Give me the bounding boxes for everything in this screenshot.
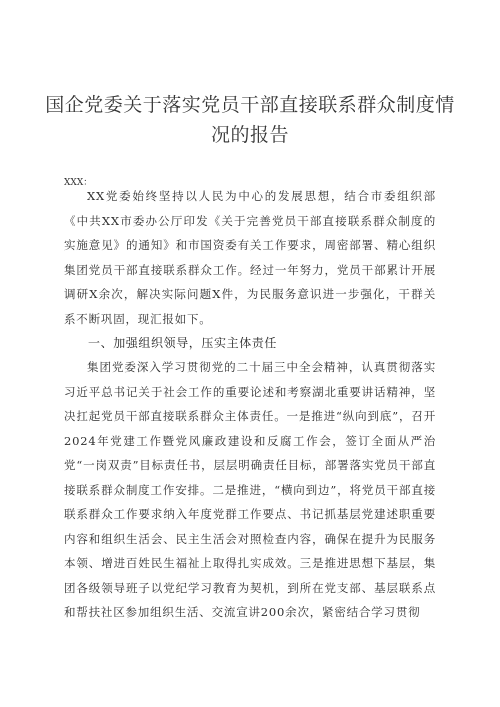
section-heading: 一、加强组织领导，压实主体责任 xyxy=(88,336,278,350)
document-title: 国企党委关于落实党员干部直接联系群众制度情况的报告 xyxy=(45,94,455,146)
salutation: XXX： xyxy=(64,178,93,188)
intro-paragraph: XX党委始终坚持以人民为中心的发展思想，结合市委组织部《中共XX市委办公厅印发《关于完善党员干部直接联系群众制度的实施意见》的通知》和市国资委有关工作要求，周密部署、精心组织集团党员干部直接联系群众工作。经过一年努力，党员干部累计开展调研X余次，解决实际问题X件，为民服务意识进一步强化，干群关系不断巩固，现汇报如下。 xyxy=(64,189,436,326)
section-paragraph: 集团党委深入学习贯彻党的二十届三中全会精神，认真贯彻落实习近平总书记关于社会工作的重要论述和考察湖北重要讲话精神，坚决扛起党员干部直接联系群众主体责任。一是推进“纵向到底”，召开2024年党建工作暨党风廉政建设和反腐工作会，签订全面从严治党“一岗双责”目标责任书，层层明确责任目标，部署落实党员干部直接联系群众制度工作安排。二是推进，“横向到边”，将党员干部直接联系群众工作要求纳入年度党群工作要点、书记抓基层党建述职重要内容和组织生活会、民主生活会对照检查内容，确保在提升为民服务本领、增进百姓民生福祉上取得扎实成效。三是推进思想下基层，集团各级领导班子以党纪学习教育为契机，到所在党支部、基层联系点和帮扶社区参加组织生活、交流宣讲200余次，紧密结合学习贯彻 xyxy=(64,360,436,619)
